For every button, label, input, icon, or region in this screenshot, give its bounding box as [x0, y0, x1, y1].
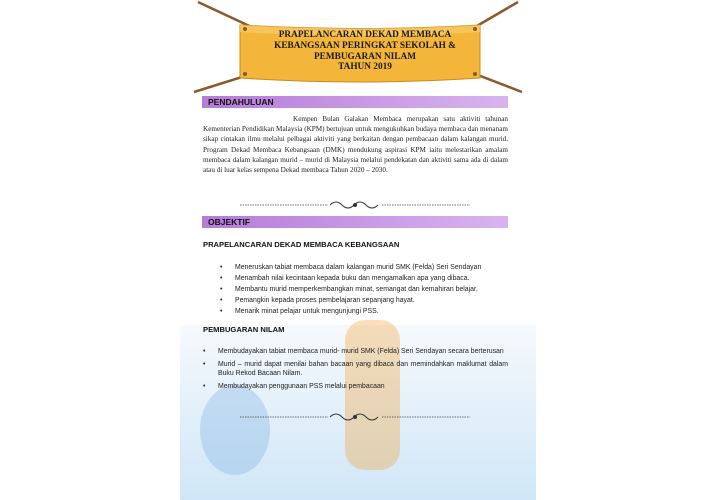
background-figure-right — [345, 320, 400, 470]
subheading-pembugaran: PEMBUGARAN NILAM — [203, 325, 285, 334]
banner-title: PRAPELANCARAN DEKAD MEMBACA KEBANGSAAN PERINGKAT SEKOLAH & PEMBUGARAN NILAM TAHUN 2019 — [274, 30, 456, 73]
list-item: • Membantu murid memperkembangkan minat, semangat dan kemahiran belajar. — [235, 284, 510, 295]
ornament-divider — [240, 198, 470, 212]
section-heading-pendahuluan: PENDAHULUAN — [202, 96, 508, 108]
objective-list-prapelancaran — [235, 262, 510, 317]
ornament-divider — [240, 410, 470, 424]
list-item: • Membudayakan tabiat membaca murid- murid SMK (Felda) Seri Sendayan secara berterusan — [218, 347, 508, 357]
section-heading-objektif: OBJEKTIF — [202, 216, 508, 228]
intro-paragraph: Kempen Bulan Galakan Membaca merupakan satu aktiviti tahunan Kementerian Pendidikan Malaysia (KPM) bertujuan untuk mengukuhkan budaya membaca dan menanam sikap cintakan ilmu melalui pelbagai aktiviti yang berkaitan dengan pembacaan dalam kalangan murid. Program Dekad Membaca Kebangsaan (DMK) mendukung aspirasi KPM iaitu melestarikan amalam membaca dalam kalangan murid – murid di Malaysia melalui pendekatan dan aktiviti sama ada di dalam atau di luar kelas sempena Dekad membaca Tahun 2020 – 2030. — [203, 115, 508, 175]
list-item: • Menambah nilai kecintaan kepada buku dan mengamalkan apa yang dibaca. — [235, 273, 510, 284]
list-item: • Pemangkin kepada proses pembelajaran sepanjang hayat. — [235, 295, 510, 306]
background-figure-left — [200, 385, 270, 475]
subheading-prapelancaran: PRAPELANCARAN DEKAD MEMBACA KEBANGSAAN — [203, 240, 400, 249]
objective-list-pembugaran — [218, 347, 508, 394]
list-item: • Membudayakan penggunaan PSS melalui pembacaan — [218, 382, 508, 392]
title-banner — [180, 0, 536, 95]
list-item: • Murid – murid dapat menilai bahan bacaan yang dibaca dan memindahkan maklumat dalam Buku Rekod Bacaan Nilam. — [218, 360, 508, 379]
list-item: • Meneruskan tabiat membaca dalam kalangan murid SMK (Felda) Seri Sendayan — [235, 262, 510, 273]
document-page — [180, 0, 536, 500]
list-item: • Menarik minat pelajar untuk mengunjungi PSS. — [235, 306, 510, 317]
